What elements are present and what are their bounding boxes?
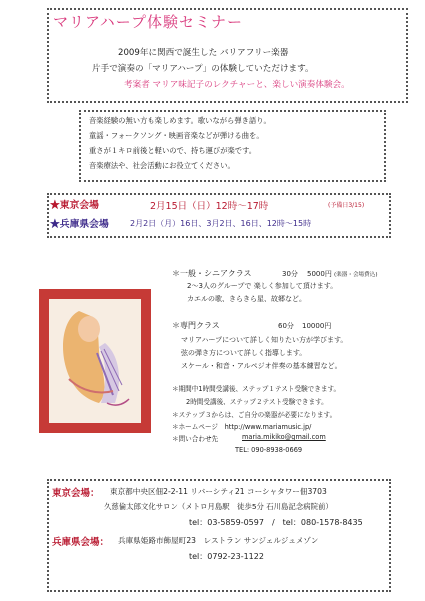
expert-class-desc: スケール・和音・アルペジオ伴奏の基本練習など。	[181, 362, 342, 370]
tokyo-venue-label: ★東京会場	[50, 200, 99, 211]
harp-player-illustration	[49, 299, 141, 423]
expert-class-desc: 弦の弾き方について詳しく指導します。	[181, 349, 307, 357]
footer-tokyo-venue: 久慈倫太郎文化サロン（メトロ月島駅 徒歩5分 石川島記念病院前）	[104, 502, 333, 511]
note-step1: ＊期間中1時間受講後、ステップ１テスト受験できます。	[172, 385, 341, 393]
general-class-desc: 2〜3人のグループで 楽しく参加して頂けます。	[187, 282, 338, 290]
feature-item: 音楽経験の無い方も楽しめます。歌いながら弾き語り。	[89, 116, 271, 125]
contact-email-link[interactable]: maria.mikiko@gmail.com	[242, 433, 326, 441]
feature-item: 童謡・フォークソング・映画音楽などが弾ける曲を。	[89, 131, 264, 140]
contact-label: ＊問い合わせ先	[172, 435, 219, 443]
expert-class-desc: マリアハープについて詳しく知りたい方が学びます。	[181, 336, 348, 344]
expert-class-time: 60分	[278, 322, 294, 330]
tokyo-date: 2月15日（日）12時〜17時	[150, 201, 269, 212]
intro-line-1: 2009年に関西で誕生した バリアフリー楽器	[118, 48, 289, 58]
hyogo-dates: 2月2日（月）16日、3月2日、16日、12時〜15時	[130, 219, 312, 228]
note-step3: ＊ステップ３からは、ご自分の楽器が必要になります。	[172, 411, 337, 419]
homepage-link[interactable]: ＊ホームページ http://www.mariamusic.jp/	[172, 423, 312, 431]
feature-item: 重さが１キロ前後と軽いので、持ち運びが楽です。	[89, 146, 257, 155]
footer-tokyo-tel: tel：03-5859-0597 / tel：080-1578-8435	[189, 518, 363, 527]
contact-tel: TEL: 090-8938-0669	[235, 446, 303, 454]
note-step2: 2時間受講後、ステップ２テスト受験できます。	[186, 398, 328, 406]
general-class-name: ＊一般・シニアクラス	[172, 269, 252, 278]
tokyo-reserve-note: (予備日3/15)	[328, 202, 365, 209]
footer-hyogo-label: 兵庫県会場：	[52, 537, 110, 548]
footer-tokyo-label: 東京会場：	[52, 488, 100, 499]
page-title: マリアハープ体験セミナー	[53, 13, 244, 31]
footer-tokyo-address: 東京都中央区佃2-2-11 リバーシティ21 コーシャタワー佃3703	[110, 487, 327, 496]
general-class-note: (楽器・会場費込)	[334, 272, 378, 278]
expert-class-name: ＊専門クラス	[172, 321, 220, 330]
hyogo-venue-label: ★兵庫県会場	[50, 219, 109, 230]
feature-item: 音楽療法や、社会活動にお役立てください。	[89, 161, 235, 170]
intro-line-3: 考案者 マリア味記子のレクチャーと、楽しい演奏体験会。	[124, 80, 350, 90]
general-class-time: 30分	[282, 270, 298, 278]
general-class-desc: カエルの歌、きらきら星、故郷など。	[187, 295, 306, 303]
footer-hyogo-tel: tel：0792-23-1122	[189, 552, 264, 561]
expert-class-price: 10000円	[302, 322, 332, 330]
intro-line-2: 片手で演奏の「マリアハープ」の体験していただけます。	[92, 64, 314, 74]
general-class-price: 5000円	[307, 270, 332, 278]
footer-hyogo-address: 兵庫県姫路市飾屋町23 レストラン サンジェルジュメゾン	[118, 536, 319, 545]
harp-artwork	[39, 289, 151, 433]
